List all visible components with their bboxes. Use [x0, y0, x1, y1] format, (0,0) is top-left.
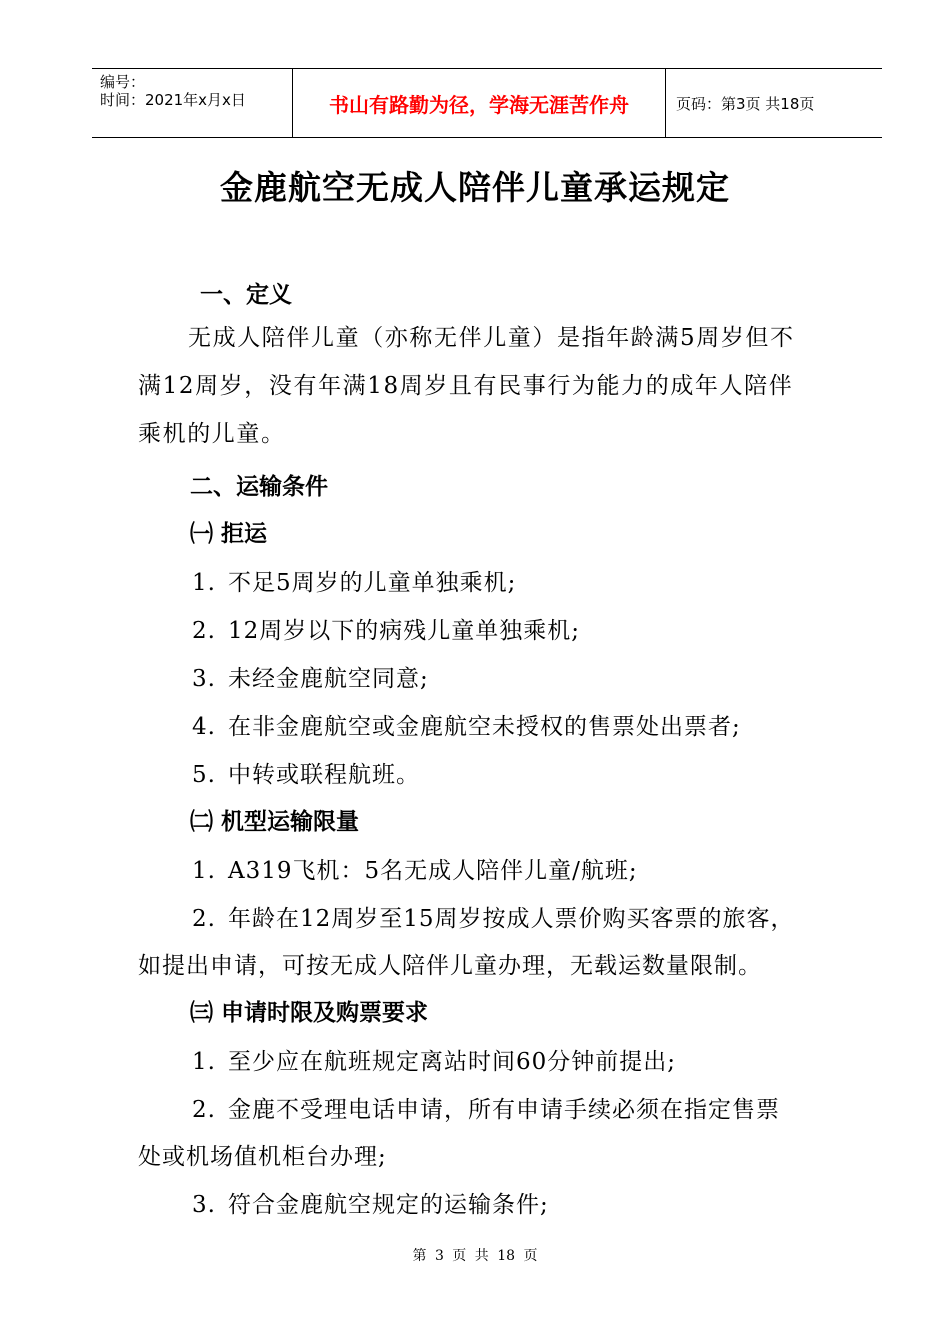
- header-meta: [92, 69, 292, 137]
- list-item: [192, 1186, 549, 1219]
- list-number: 4.: [192, 714, 216, 740]
- list-text: 在非金鹿航空或金鹿航空未授权的售票处出票者;: [228, 714, 741, 740]
- list-item-continuation: 如提出申请，可按无成人陪伴儿童办理，无载运数量限制。: [138, 953, 762, 979]
- list-number: 5.: [192, 762, 216, 788]
- list-item: [192, 756, 420, 789]
- list-text: 12周岁以下的病残儿童单独乘机;: [228, 618, 581, 644]
- section-heading-conditions: 二、运输条件: [190, 474, 328, 500]
- list-number: 1.: [192, 1049, 216, 1075]
- definition-line: 乘机的儿童。: [138, 421, 286, 447]
- definition-line: 无成人陪伴儿童（亦称无伴儿童）是指年龄满5周岁但不: [188, 325, 795, 351]
- list-number: 2.: [192, 906, 216, 932]
- subsection-heading-capacity: ㈡ 机型运输限量: [190, 809, 360, 835]
- header-page-label: 页码：第3页 共18页: [676, 94, 815, 113]
- list-number: 1.: [192, 570, 216, 596]
- list-text: 至少应在航班规定离站时间60分钟前提出;: [228, 1049, 677, 1075]
- list-item: [192, 900, 795, 933]
- list-number: 2.: [192, 1097, 216, 1123]
- list-item: [192, 708, 741, 741]
- list-item: [192, 1043, 676, 1076]
- subsection-heading-refusal: ㈠ 拒运: [190, 521, 268, 547]
- definition-paragraph-cont: [138, 410, 838, 458]
- list-item: [192, 564, 516, 597]
- definition-paragraph: [138, 314, 838, 362]
- header-divider: [665, 69, 666, 137]
- list-text: 年龄在12周岁至15周岁按成人票价购买客票的旅客，: [228, 906, 795, 932]
- definition-paragraph-cont: [138, 362, 838, 410]
- list-item: [192, 612, 580, 645]
- list-text: 不足5周岁的儿童单独乘机;: [228, 570, 517, 596]
- list-item: [192, 660, 429, 693]
- document-title: 金鹿航空无成人陪伴儿童承运规定: [220, 168, 730, 207]
- list-text: A319飞机：5名无成人陪伴儿童/航班;: [228, 858, 638, 884]
- header-code: 编号：: [100, 73, 146, 91]
- list-number: 3.: [192, 1192, 216, 1218]
- header-time: 时间：2021年x月x日: [100, 91, 246, 109]
- list-number: 2.: [192, 618, 216, 644]
- list-item-continuation: 处或机场值机柜台办理;: [138, 1144, 387, 1170]
- definition-line: 满12周岁，没有年满18周岁且有民事行为能力的成年人陪伴: [138, 373, 794, 399]
- list-number: 1.: [192, 858, 216, 884]
- list-number: 3.: [192, 666, 216, 692]
- page-footer: 第 3 页 共 18 页: [412, 1248, 538, 1264]
- subsection-heading-application: ㈢ 申请时限及购票要求: [190, 1000, 429, 1026]
- header-motto: 书山有路勤为径，学海无涯苦作舟: [329, 92, 629, 117]
- list-text: 中转或联程航班。: [228, 762, 420, 788]
- list-item: [192, 1091, 780, 1124]
- list-item: [192, 852, 638, 885]
- document-header: [92, 68, 882, 138]
- list-text: 符合金鹿航空规定的运输条件;: [228, 1192, 549, 1218]
- list-text: 金鹿不受理电话申请，所有申请手续必须在指定售票: [228, 1097, 780, 1123]
- list-text: 未经金鹿航空同意;: [228, 666, 429, 692]
- section-heading-definition: 一、定义: [200, 282, 292, 308]
